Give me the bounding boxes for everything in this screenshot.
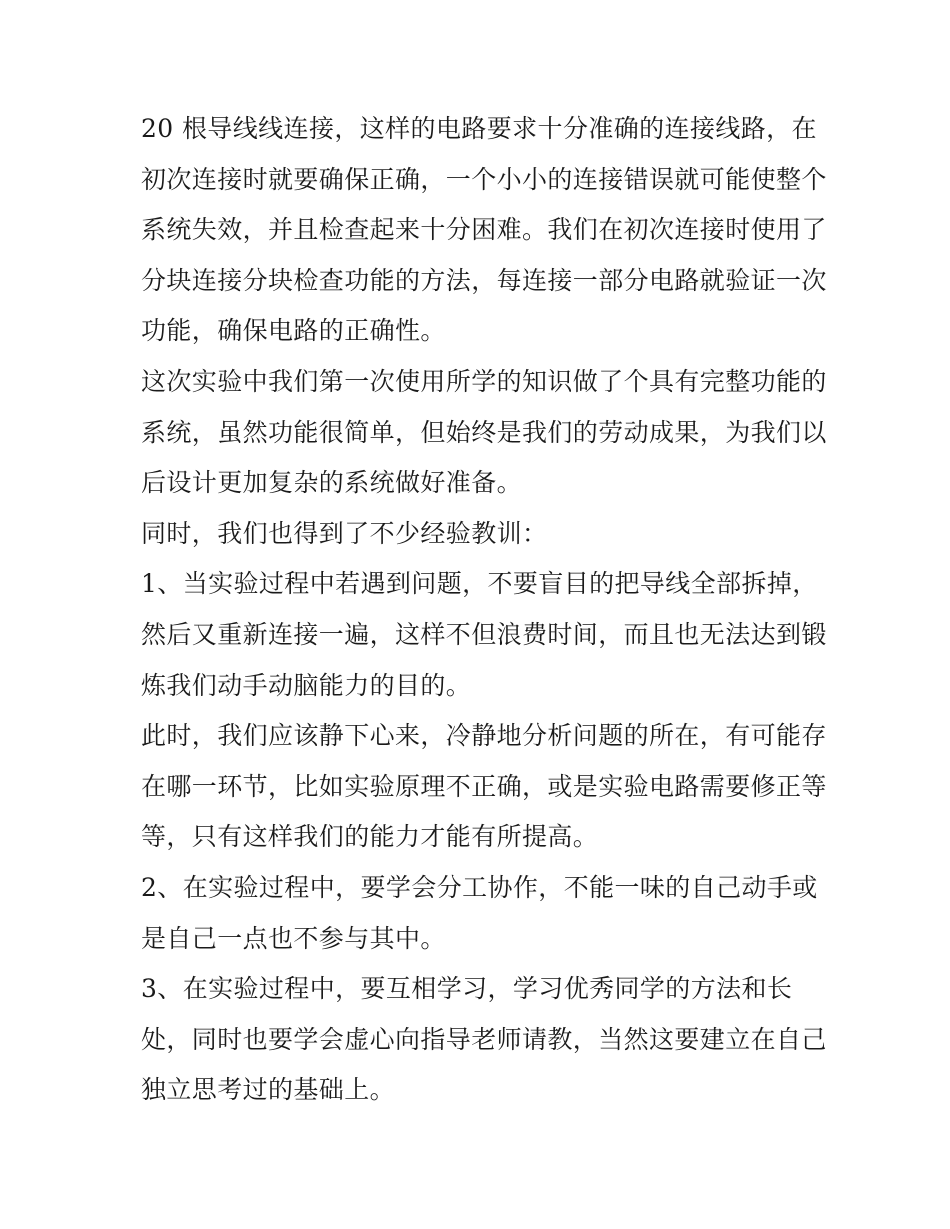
text-line: 炼我们动手动脑能力的目的。 — [141, 670, 472, 700]
text-line: 系统，虽然功能很简单，但始终是我们的劳动成果，为我们以 — [141, 417, 827, 447]
text-line: 同时，我们也得到了不少经验教训： — [141, 518, 548, 548]
text-line: 独立思考过的基础上。 — [141, 1075, 396, 1105]
text-line: 系统失效，并且检查起来十分困难。我们在初次连接时使用了 — [141, 215, 827, 245]
text-line: 等，只有这样我们的能力才能有所提高。 — [141, 822, 599, 852]
text-line: 后设计更加复杂的系统做好准备。 — [141, 468, 523, 498]
text-line: 1、当实验过程中若遇到问题，不要盲目的把导线全部拆掉， — [141, 569, 818, 599]
text-line: 分块连接分块检查功能的方法，每连接一部分电路就验证一次 — [141, 265, 827, 295]
text-line: 2、在实验过程中，要学会分工协作，不能一味的自己动手或 — [141, 872, 818, 902]
text-line: 20 根导线线连接，这样的电路要求十分准确的连接线路，在 — [141, 114, 817, 143]
text-line: 初次连接时就要确保正确，一个小小的连接错误就可能使整个 — [141, 164, 827, 194]
text-line: 处，同时也要学会虚心向指导老师请教，当然这要建立在自己 — [141, 1024, 827, 1054]
text-line: 这次实验中我们第一次使用所学的知识做了个具有完整功能的 — [141, 366, 827, 396]
text-line: 3、在实验过程中，要互相学习，学习优秀同学的方法和长 — [141, 974, 793, 1004]
text-line: 功能，确保电路的正确性。 — [141, 316, 446, 346]
text-line: 此时，我们应该静下心来，冷静地分析问题的所在，有可能存 — [141, 721, 827, 751]
text-line: 是自己一点也不参与其中。 — [141, 923, 446, 953]
text-line: 在哪一环节，比如实验原理不正确，或是实验电路需要修正等 — [141, 771, 827, 801]
document-body — [141, 104, 827, 1116]
text-line: 然后又重新连接一遍，这样不但浪费时间，而且也无法达到锻 — [141, 619, 827, 649]
